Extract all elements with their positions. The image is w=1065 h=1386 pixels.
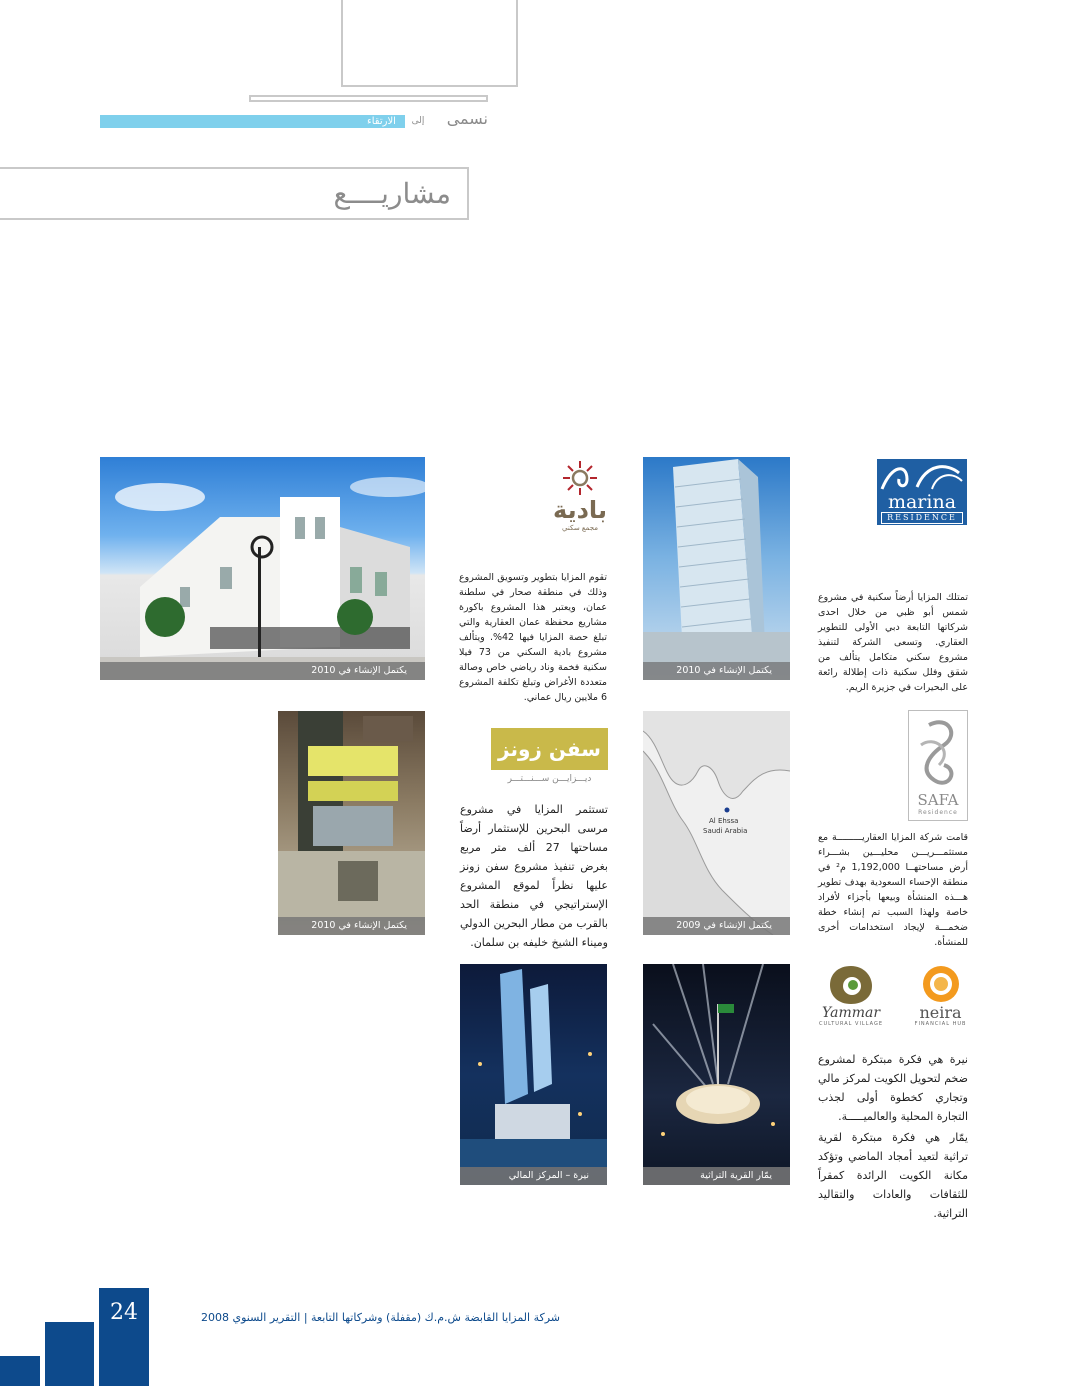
yammar-render-photo <box>643 964 790 1185</box>
safa-logo <box>908 710 968 821</box>
sun-icon <box>562 460 598 496</box>
yammar-logo <box>818 964 884 1026</box>
footer-block-small <box>0 1356 40 1386</box>
building-illustration <box>278 711 425 935</box>
marina-tower-photo <box>643 457 790 680</box>
marina-photo-caption: يكتمل الإنشاء في 2010 <box>643 662 790 680</box>
section-title-box <box>0 167 469 220</box>
neira-description: نيرة هي فكرة مبتكرة لمشروع ضخم لتحويل الكويت لمركز مالي وتجاري كخطوة أولى لجذب التجارة المحلية والعالميـــــة. <box>818 1053 968 1123</box>
safa-logo-name: SAFA <box>917 791 959 809</box>
footer-report-title: شركة المزايا القابضة ش.م.ك (مقفلة) وشركاتها التابعة | التقرير السنوي 2008 <box>201 1311 560 1324</box>
neira-illustration <box>460 964 607 1185</box>
safa-map-caption: يكتمل الإنشاء في 2009 <box>643 917 790 935</box>
marina-description: تمتلك المزايا أرضاً سكنية في مشروع شمس أبو ظبي من خلال احدى شركاتها التابعة دبي الأولى للتطوير العقاري. وتسعى الشركة لتنفيذ مشروع سكني متكامل يتألف من شقق وفلل سكنية ذات إطلالة رائعة على البحيرات في جزيرة الريم. <box>818 592 968 693</box>
tagline-mid: إلى <box>411 116 425 126</box>
yammar-photo-caption: يمّار القرية التراثية <box>643 1167 790 1185</box>
villas-illustration <box>100 457 425 680</box>
seven-zones-logo-box: سفن زونز <box>491 728 608 770</box>
neira-logo-name: neira <box>919 1003 962 1022</box>
seven-zones-photo-caption: يكتمل الإنشاء في 2010 <box>278 917 425 935</box>
yammar-logo-sub: CULTURAL VILLAGE <box>819 1021 883 1027</box>
map-label-country: Saudi Arabia <box>703 827 748 835</box>
badia-logo <box>535 460 625 542</box>
yammar-illustration <box>643 964 790 1185</box>
tagline-cyan-band <box>100 115 385 128</box>
safa-description: قامت شركة المزايا العقاريـــــــــة مع مستثمـــريـــن محليـــين بشـــراء أرض مساحتهــا 1,192,000 م² في منطقة الإحساء السعودية بهدف تطوير هـــذه المنشأة وبيعها بأجزاء لأفراد خاصة ولهذا السبب تم إنشاء خطة ضخمـــة لإيجاد استخدامات أخرى للمنشأة. <box>818 832 968 948</box>
neira-render-photo <box>460 964 607 1185</box>
seven-zones-logo <box>491 728 608 788</box>
safa-logo-sub: Residence <box>918 809 958 816</box>
seven-zones-photo <box>278 711 425 935</box>
header-top-frame <box>341 0 518 87</box>
marina-logo-sub: RESIDENCE <box>881 512 963 524</box>
badia-photo-caption: يكتمل الإنشاء في 2010 <box>100 662 425 680</box>
badia-villas-photo <box>100 457 425 680</box>
safa-emblem-icon <box>909 715 967 793</box>
wave-icon <box>877 459 967 495</box>
neira-logo <box>912 964 969 1026</box>
yammar-emblem-icon <box>828 964 874 1006</box>
neira-photo-caption: نيرة – المركز المالي <box>460 1167 607 1185</box>
tower-illustration <box>643 457 790 680</box>
footer-block-medium <box>45 1322 94 1386</box>
seven-zones-description: تستثمر المزايا في مشروع مرسى البحرين للإستثمار أرضاً مساحتها 27 ألف متر مربع بغرض تنفيذ مشروع سفن زونز عليها نظراً لموقع المشروع الإستراتيجي في منطقة الحد بالقرب من مطار البحرين الدولي وميناء الشيخ خليفه بن سلمان. <box>460 803 608 949</box>
yammar-description: يمّار هي فكرة مبتكرة لقرية تراثية لتعيد أمجاد الماضي وتؤكد مكانة الكويت الرائدة كمقراً للثقافات والعادات والتقاليد التراثية. <box>818 1131 968 1220</box>
badia-logo-subtitle: مجمع سكني <box>562 524 598 532</box>
section-title: مشاريــــع <box>333 177 451 210</box>
neira-emblem-icon <box>921 964 961 1004</box>
tagline-bar <box>100 109 488 128</box>
marina-logo-name: marina <box>887 491 957 513</box>
tagline-highlight: الارتقاء <box>358 115 405 128</box>
tagline-left: نسمى <box>446 109 488 128</box>
neira-logo-sub: FINANCIAL HUB <box>914 1021 967 1027</box>
badia-logo-text: بادية <box>553 496 607 524</box>
safa-map <box>643 711 790 935</box>
seven-zones-logo-subtitle: ديـــزايـــن ســـنـــتـــر <box>507 774 592 784</box>
map-label-city: Al Ehssa <box>709 817 739 825</box>
footer-page-block <box>99 1288 149 1386</box>
marina-logo <box>877 459 967 525</box>
badia-description: تقوم المزايا بتطوير وتسويق المشروع وذلك في منطقة صحار في سلطنة عمان، ويعتبر هذا المشروع باكورة مشاريع محفظة عمان العقارية والتي تبلغ حصة المزايا فيها 42%. ويتألف مشروع بادية السكني من 73 فيلا سكنية فخمة وناد رياضي خاص وصالة متعددة الأغراض وتبلغ تكلفة المشروع 6 ملايين ريال عماني. <box>459 572 608 703</box>
header-divider-bar <box>249 95 488 102</box>
page-number: 24 <box>110 1300 138 1325</box>
yammar-logo-name: Yammar <box>821 1005 881 1021</box>
